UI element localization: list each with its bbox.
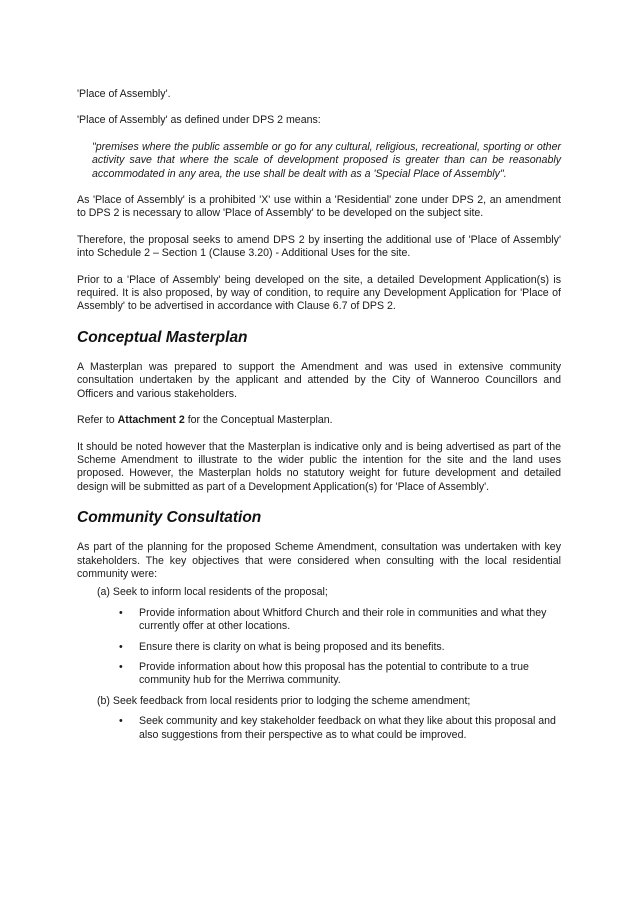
intro-paragraph-2: 'Place of Assembly' as defined under DPS 2 means: bbox=[77, 114, 321, 127]
bullet-text: Provide information about Whitford Church and their role in communities and what they currently offer at other locations. bbox=[139, 606, 547, 633]
intro-paragraph-4: Therefore, the proposal seeks to amend DPS 2 by inserting the additional use of 'Place of Assembly' into Schedule 2 – Section 1 (Clause 3.20) - Additional Uses for the site. bbox=[77, 233, 561, 260]
bullet-icon: • bbox=[119, 660, 123, 673]
objective-b-bullets bbox=[77, 715, 561, 742]
bullet-icon: • bbox=[119, 715, 123, 728]
consultation-paragraph-1: As part of the planning for the proposed Scheme Amendment, consultation was undertaken with key stakeholders. The key objectives that were considered when consulting with the local residential community were: bbox=[77, 541, 561, 580]
intro-paragraph-3: As 'Place of Assembly' is a prohibited 'X' use within a 'Residential' zone under DPS 2, an amendment to DPS 2 is necessary to allow 'Place of Assembly' to be developed on the subject site. bbox=[77, 194, 561, 220]
bullet-text: Provide information about how this proposal has the potential to contribute to a true community hub for the Merriwa community. bbox=[139, 660, 529, 687]
definition-quote: "premises where the public assemble or go for any cultural, religious, recreational, sporting or other activity save that where the scale of development proposed is greater than can be reasonably accommodated in any area, the use shall be dealt with as a 'Special Place of Assembly". bbox=[92, 140, 561, 180]
document-page bbox=[77, 88, 561, 749]
bullet-text: Seek community and key stakeholder feedback on what they like about this proposal and also suggestions from their perspective as to what could be improved. bbox=[139, 715, 556, 741]
masterplan-paragraph-2: It should be noted however that the Masterplan is indicative only and is being advertised as part of the Scheme Amendment to illustrate to the wider public the intention for the site and the land uses proposed. However, the Masterplan holds no statutory weight for future development and detailed design will be submitted as part of a Development Application(s) for 'Place of Assembly'. bbox=[77, 440, 561, 493]
masterplan-heading: Conceptual Masterplan bbox=[77, 328, 248, 346]
consultation-heading: Community Consultation bbox=[77, 509, 262, 527]
refer-prefix: Refer to bbox=[77, 414, 118, 427]
intro-paragraph-5: Prior to a 'Place of Assembly' being developed on the site, a detailed Development Application(s) is required. It is also proposed, by way of condition, to require any Development Application for 'Place of Assembly' to be advertised in accordance with Clause 6.7 of DPS 2. bbox=[77, 273, 561, 313]
list-item bbox=[77, 661, 561, 688]
bullet-icon: • bbox=[119, 640, 123, 653]
list-item bbox=[77, 715, 561, 742]
masterplan-paragraph-1: A Masterplan was prepared to support the Amendment and was used in extensive community consultation undertaken by the applicant and attended by the City of Wanneroo Councillors and Officers and various stakeholders. bbox=[77, 360, 561, 400]
bullet-icon: • bbox=[119, 606, 123, 619]
list-item bbox=[77, 641, 561, 654]
objective-a: (a) Seek to inform local residents of the proposal; bbox=[97, 586, 328, 599]
refer-suffix: for the Conceptual Masterplan. bbox=[184, 414, 333, 427]
attachment-reference: Attachment 2 bbox=[117, 414, 185, 427]
intro-paragraph-1: 'Place of Assembly'. bbox=[77, 88, 171, 100]
objective-b: (b) Seek feedback from local residents prior to lodging the scheme amendment; bbox=[97, 694, 471, 707]
list-item bbox=[77, 607, 561, 634]
bullet-text: Ensure there is clarity on what is being proposed and its benefits. bbox=[139, 640, 445, 653]
masterplan-refer-paragraph bbox=[77, 414, 561, 427]
objective-a-bullets bbox=[77, 607, 561, 688]
